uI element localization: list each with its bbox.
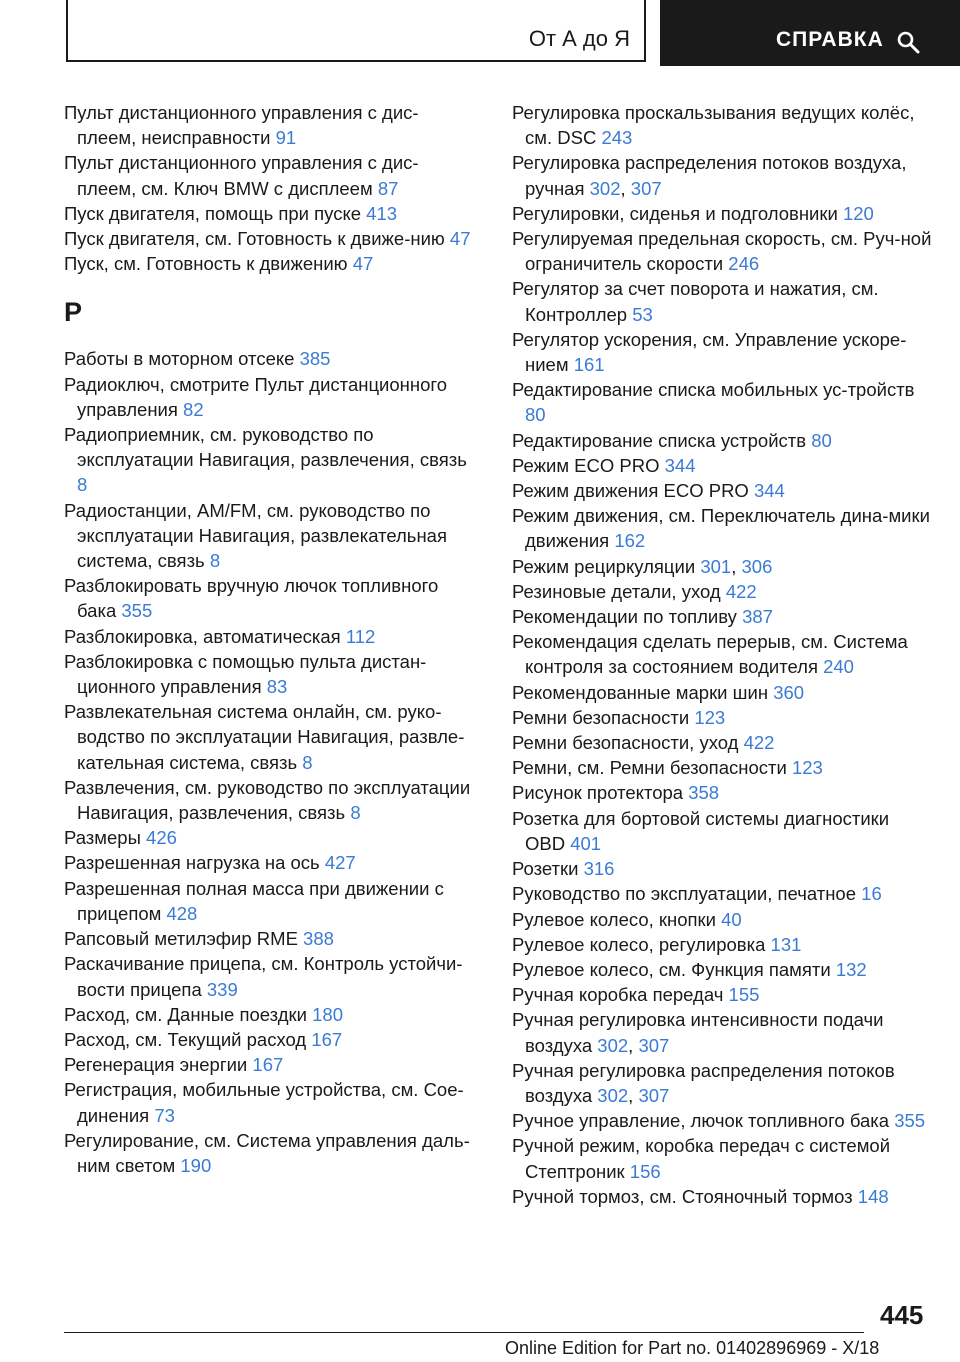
index-entry-text: Радиоключ, смотрите Пульт дистанционного управления [64,373,448,420]
page-reference-link[interactable]: 240 [823,656,854,678]
index-entry-text: Расход, см. Данные поездки [64,1003,307,1025]
index-entry-text: Развлекательная система онлайн, см. руко-водство по эксплуатации Навигация, развле-кательная система, связь [64,701,465,773]
search-icon[interactable] [896,30,920,54]
page-reference-link[interactable]: 82 [183,398,204,420]
index-entry-text: Режим движения, см. Переключатель дина-мики движения [512,505,930,552]
page-reference-link[interactable]: 53 [632,303,653,325]
index-entry [512,1184,932,1209]
index-entry [64,926,476,951]
index-entry-text: Радиостанции, AM/FM, см. руководство по эксплуатации Навигация, развлекательная система, связь [64,499,447,572]
index-entry [64,649,476,699]
index-entry [64,951,476,1001]
index-entry [64,422,476,498]
index-entry [512,276,932,326]
index-entry [512,856,932,881]
page-reference-link[interactable]: 8 [302,751,313,773]
page-reference-link[interactable]: 47 [449,228,471,250]
index-entry-text: Редактирование списка устройств [512,429,807,451]
page-reference-link[interactable]: 355 [894,1110,926,1132]
index-entry-text: Разблокировка, автоматическая [64,625,341,647]
index-entry-text: Редактирование списка мобильных ус-тройств [512,379,915,401]
page-reference-link[interactable]: 180 [312,1003,343,1025]
index-entry-text: Ручная регулировка интенсивности подачи воздуха [512,1009,884,1056]
page-reference-link[interactable]: 123 [791,757,823,779]
index-entry-text: Режим ECO PRO [512,454,660,476]
index-entry-text: Пуск, см. Готовность к движению [64,253,348,275]
index-entry-text: Разрешенная полная масса при движении с прицепом [64,877,444,924]
page-reference-link[interactable]: 316 [583,858,615,880]
index-entry [512,780,932,805]
index-entry [512,453,932,478]
index-entry [64,825,476,850]
index-entry [64,850,476,875]
index-entry-text: Работы в моторном отсеке [64,348,295,370]
index-entry [512,730,932,755]
index-entry-text: Пульт дистанционного управления с дис-плеем, неисправности [64,102,419,149]
index-entry [64,624,476,649]
index-entry [64,201,476,226]
index-entry-text: Разблокировать вручную лючок топливного бака [64,575,439,622]
index-entry [64,346,476,371]
index-entry: Ручная регулировка распределения потоков воздуха 302, 307 [512,1059,895,1106]
index-entry [512,1133,932,1183]
index-entry-text: Рекомендованные марки шин [512,681,769,703]
page-reference-link[interactable]: 306 [741,555,773,577]
index-entry-text: Розетки [512,858,579,880]
footer-edition-text: Online Edition for Part no. 01402896969 - X/18 [505,1338,880,1358]
page-reference-link[interactable]: 243 [601,127,633,149]
page-number: 445 [880,1300,924,1330]
page-reference-link[interactable]: 387 [742,606,773,628]
index-entry-text: Размеры [64,827,141,849]
index-entry-text: Раскачивание прицепа, см. Контроль устойчи-вости прицепа [64,953,463,1000]
page-reference-link[interactable]: 155 [728,984,760,1006]
index-entry-text: Режим рециркуляции [512,555,696,577]
index-entry [512,579,932,604]
page-reference-link[interactable]: 167 [311,1028,343,1050]
index-entry [512,226,932,276]
index-entry [512,705,932,730]
index-entry-text: Регулируемая предельная скорость, см. Руч-ной ограничитель скорости [512,228,932,275]
index-column-right [512,100,932,1209]
index-entry-text: Резиновые детали, уход [512,580,721,602]
index-entry [64,1077,476,1127]
index-entry-text: Разрешенная нагрузка на ось [64,852,320,874]
page-reference-link[interactable]: 422 [725,580,757,602]
index-entry-text: Рекомендация сделать перерыв, см. Система контроля за состоянием водителя [512,631,908,678]
index-entry [64,699,476,775]
page-reference-link[interactable]: 120 [842,202,874,224]
page-reference-link[interactable]: 8 [77,474,88,496]
index-entry-text: Регулятор за счет поворота и нажатия, см. Контроллер [512,278,879,325]
page-reference-link[interactable]: 355 [121,600,153,622]
index-entry [512,377,932,427]
page-reference-link[interactable]: 131 [770,933,802,955]
page-reference-link[interactable]: 427 [324,852,356,874]
page-reference-link[interactable]: 8 [350,802,361,824]
page-reference-link[interactable]: 426 [146,827,177,849]
page-reference-link[interactable]: 246 [728,253,760,275]
index-entry [64,573,476,623]
index-entry-text: Регистрация, мобильные устройства, см. Сое-динения [64,1079,464,1126]
page-reference-link[interactable]: 360 [773,681,805,703]
index-entry-text: Рисунок протектора [512,782,684,804]
page-reference-link[interactable]: 307 [638,1084,670,1106]
page-reference-link[interactable]: 112 [345,625,376,647]
index-entry [512,201,932,226]
page-reference-link[interactable]: 162 [614,530,646,552]
page-reference-link[interactable]: 123 [694,706,726,728]
index-entry [512,604,932,629]
index-entry: Регулировка распределения потоков воздуха, ручная 302, 307 [512,152,907,199]
index-entry-text: Пульт дистанционного управления с дис-плеем, см. Ключ BMW с дисплеем [64,152,419,199]
page-reference-link[interactable]: 16 [861,883,882,905]
index-entry-text: Регулировка распределения потоков воздуха, ручная [512,152,907,199]
index-entry [512,806,932,856]
page-reference-link[interactable]: 302 [597,1034,629,1056]
index-entry-text: Регулировки, сиденья и подголовники [512,202,838,224]
index-entry [64,1052,476,1077]
index-entry [64,775,476,825]
index-entry-text: Рапсовый метилэфир RME [64,928,298,950]
index-entry [64,372,476,422]
page-reference-link[interactable]: 302 [589,177,621,199]
page-reference-link[interactable]: 401 [570,832,602,854]
page-reference-link[interactable]: 91 [275,127,297,149]
page-reference-link[interactable]: 47 [352,253,374,275]
index-entry-text: Ремни безопасности [512,706,690,728]
page-reference-link[interactable]: 87 [377,177,399,199]
page-reference-link[interactable]: 428 [166,902,198,924]
index-entry-text: Режим движения ECO PRO [512,480,749,502]
page-reference-link[interactable]: 307 [630,177,662,199]
index-entry [512,100,932,150]
index-entry [512,932,932,957]
index-entry-text: Расход, см. Текущий расход [64,1028,307,1050]
index-entry-text: Радиоприемник, см. руководство по эксплуатации Навигация, развлечения, связь [64,424,467,471]
index-entry-text: Ручная коробка передач [512,984,724,1006]
page-reference-link[interactable]: 344 [664,454,696,476]
page-reference-link[interactable]: 344 [753,480,785,502]
index-entry [64,251,476,276]
page-reference-link[interactable]: 148 [857,1185,889,1207]
index-entry: Режим рециркуляции 301, 306 [512,555,773,577]
index-entry [512,881,932,906]
index-entry-text: Рекомендации по топливу [512,606,737,628]
section-letter: Р [64,297,83,328]
index-entry: Ручная регулировка интенсивности подачи воздуха 302, 307 [512,1009,884,1056]
index-entry [512,982,932,1007]
index-entry-text: Развлечения, см. руководство по эксплуатации Навигация, развлечения, связь [64,776,471,824]
index-entry-text: Розетка для бортовой системы диагностики OBD [512,807,890,854]
index-entry-text: Ручная регулировка распределения потоков воздуха [512,1059,895,1106]
index-entry-text: Руководство по эксплуатации, печатное [512,883,857,905]
header-tabbar [0,0,960,66]
page-reference-link[interactable]: 40 [721,908,742,930]
index-entry [64,876,476,926]
index-entry [512,680,932,705]
page-reference-link[interactable]: 307 [638,1034,670,1056]
index-entry [512,428,932,453]
index-entry-text: Разблокировка с помощью пульта дистан-ционного управления [64,650,427,698]
tab-help-label: СПРАВКА [776,28,884,51]
index-entry [512,907,932,932]
page-reference-link[interactable]: 385 [299,348,331,370]
index-entry [64,226,476,251]
page-reference-link[interactable]: 413 [366,202,398,224]
index-entry-text: Регенерация энергии [64,1054,248,1076]
page-reference-link[interactable]: 301 [700,555,732,577]
index-entry [64,498,476,574]
tab-a-to-z-label: От А до Я [528,26,630,51]
index-entry [512,629,932,679]
index-group-letter [64,346,476,1178]
index-entry-text: Ремни, см. Ремни безопасности [512,757,787,779]
index-entry-text: Регулятор ускорения, см. Управление ускоре-нием [512,328,907,376]
page-reference-link[interactable]: 167 [252,1054,284,1076]
index-entry-text: Ручной тормоз, см. Стояночный тормоз [512,1185,853,1207]
page-reference-link[interactable]: 190 [180,1154,212,1176]
index-entry [64,100,476,150]
index-entry [512,957,932,982]
index-entry [64,150,476,200]
index-group-top [64,100,476,276]
page-reference-link[interactable]: 80 [525,404,546,426]
page-reference-link[interactable]: 339 [206,978,238,1000]
page-reference-link[interactable]: 302 [597,1084,629,1106]
index-entry [512,327,932,377]
page-reference-link[interactable]: 80 [811,429,832,451]
index-entry-text: Ремни безопасности, уход [512,732,739,754]
footer-divider [64,1332,864,1333]
page-reference-link[interactable]: 73 [154,1104,175,1126]
page-reference-link[interactable]: 83 [266,676,288,698]
page-reference-link[interactable]: 422 [743,732,775,754]
index-entry-text: Рулевое колесо, см. Функция памяти [512,958,831,980]
index-entry [64,1128,476,1178]
index-entry-text: Ручной режим, коробка передач с системой Стептроник [512,1135,891,1182]
page-reference-link[interactable]: 358 [688,782,720,804]
index-group-right [512,100,932,1209]
index-entry-text: Регулирование, см. Система управления даль-ним светом [64,1129,470,1176]
tab-a-to-z[interactable] [66,0,646,62]
page-reference-link[interactable]: 8 [209,550,221,572]
index-entry [512,755,932,780]
index-entry [512,503,932,553]
index-entry-text: Ручное управление, лючок топливного бака [512,1110,890,1132]
index-entry [512,478,932,503]
page-reference-link[interactable]: 156 [629,1160,661,1182]
index-entry-text: Рулевое колесо, регулировка [512,933,766,955]
page-reference-link[interactable]: 132 [835,958,867,980]
page-reference-link[interactable]: 161 [573,354,605,376]
index-entry [64,1002,476,1027]
index-entry-text: Регулировка проскальзывания ведущих колёс, см. DSC [512,102,915,149]
index-entry [64,1027,476,1052]
page-reference-link[interactable]: 388 [303,928,334,950]
index-entry-text: Пуск двигателя, помощь при пуске [64,202,362,224]
index-entry [512,1108,932,1133]
index-entry-text: Рулевое колесо, кнопки [512,908,716,930]
index-entry-text: Пуск двигателя, см. Готовность к движе-нию [64,228,445,250]
index-column-left [64,100,476,1178]
